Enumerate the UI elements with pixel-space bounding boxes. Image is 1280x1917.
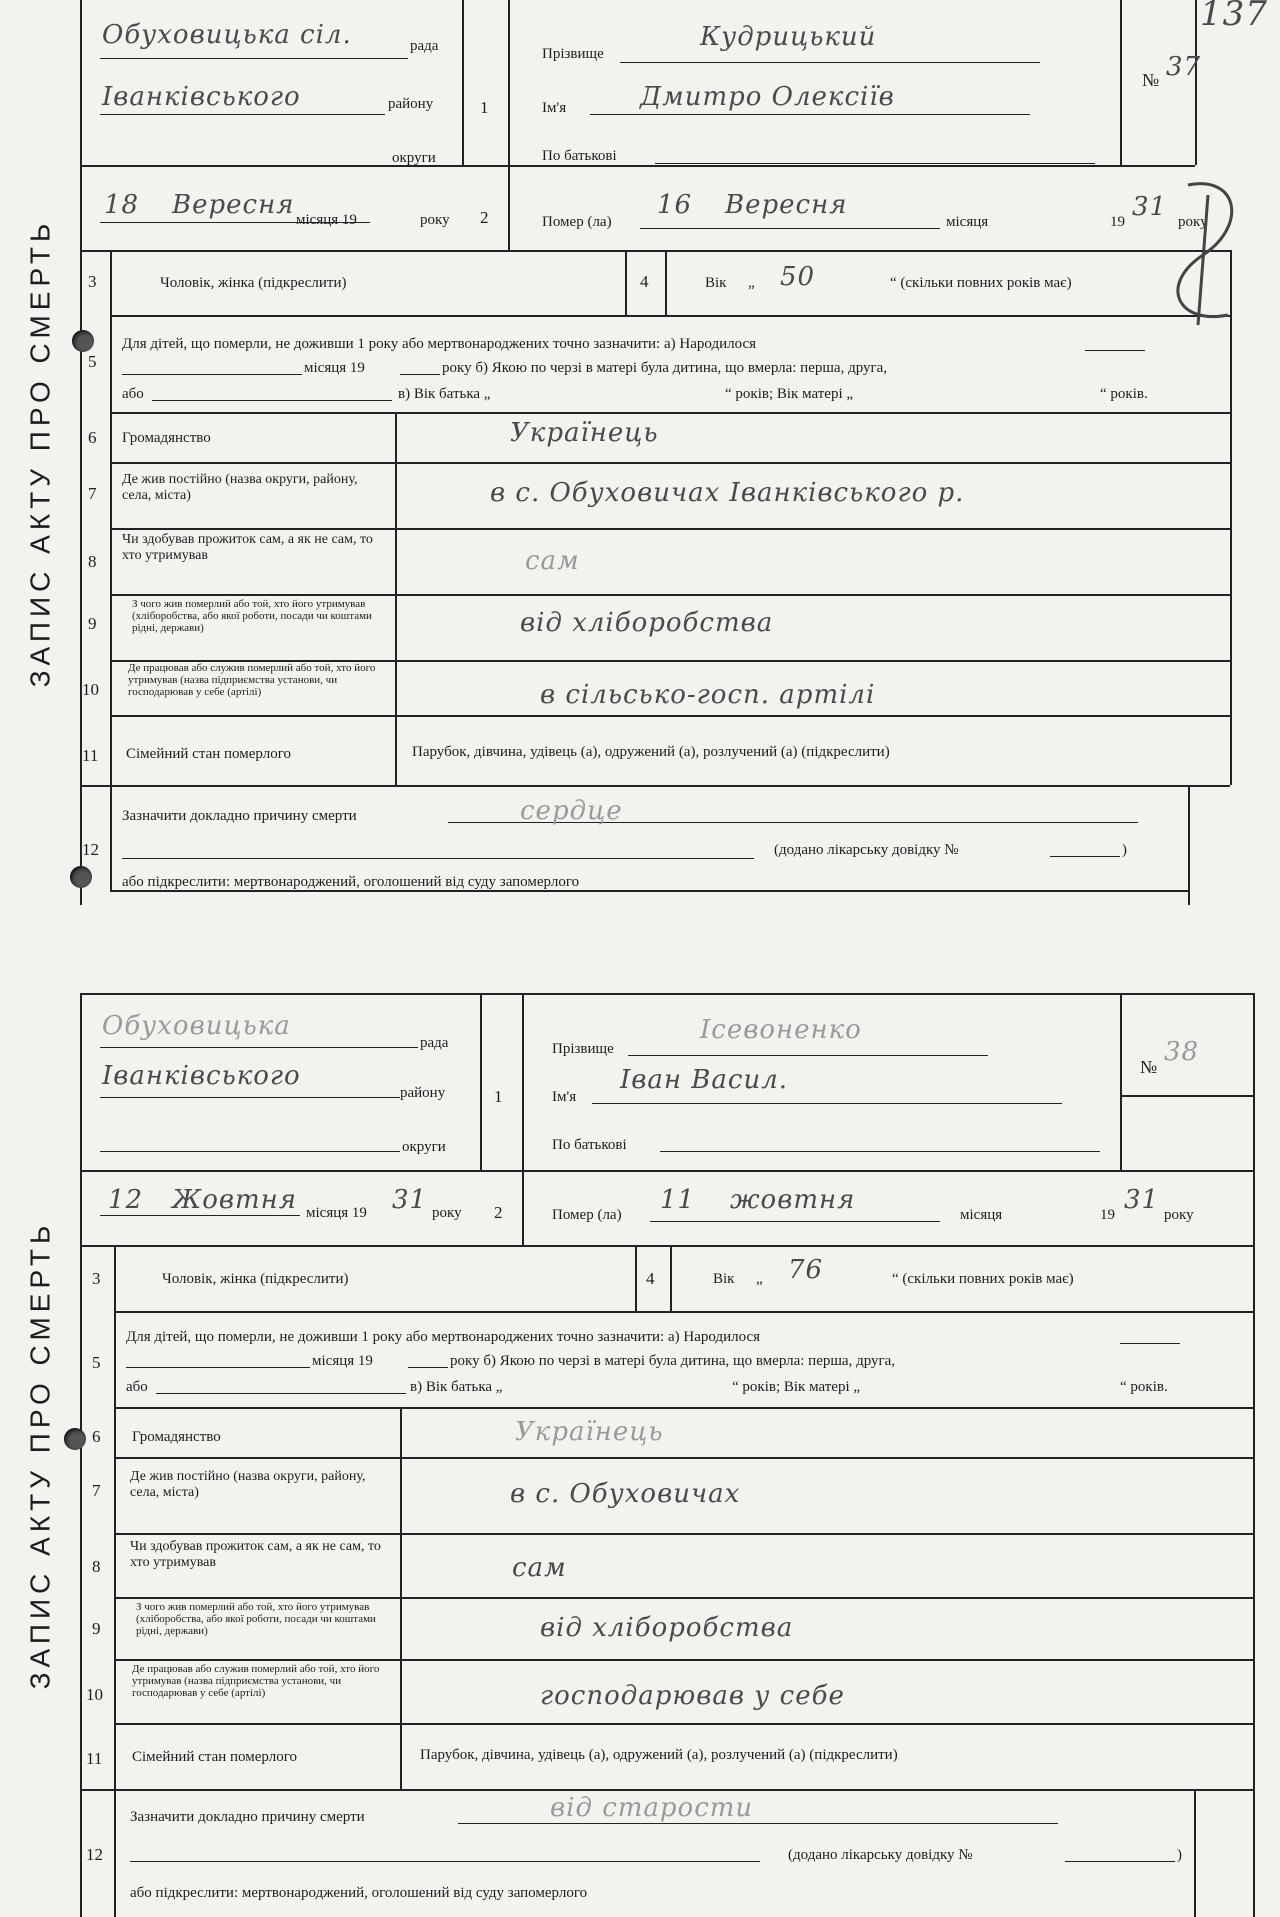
reg-day-value: 18: [104, 190, 140, 220]
card-frame: [80, 0, 1195, 905]
died-year-label: року: [1178, 214, 1208, 230]
reg-month-label: місяця 19: [306, 1205, 367, 1221]
row-number: 7: [92, 1481, 101, 1500]
death-day-value: 11: [660, 1185, 696, 1215]
income-source-value: від хліборобства: [540, 1613, 794, 1643]
row-number: 9: [88, 614, 97, 633]
workplace-label: Де працював або служив померлий або той, хто його утримував (назва підприємства установи, чи господарював у себе (артілі): [132, 1663, 380, 1699]
row-number: 2: [480, 208, 489, 227]
children-text-line3a: або: [126, 1379, 148, 1395]
row-number: 10: [82, 680, 99, 699]
row-number: 6: [92, 1427, 101, 1446]
name-value: Іван Васил.: [620, 1065, 789, 1095]
death-month-value: Вересня: [725, 190, 848, 220]
children-text-line2b: року б) Якою по черзі в матері була дитина, що вмерла: перша, друга,: [442, 360, 888, 376]
okruhy-label: округи: [392, 150, 436, 166]
raion-label: району: [400, 1085, 446, 1101]
doctor-note-label: (додано лікарську довідку №: [788, 1847, 973, 1863]
children-text-line3a: або: [122, 386, 144, 402]
death-record-card-1: ЗАПИС АКТУ ПРО СМЕРТЬ Обуховицька сіл. рада Іванківського району округи 1 Прізвище Кудрицький Ім'я Дмитро Олексіїв По батькові № 37 137 18 Вересня місяця 19 року 2 Помер (ла) 16 Вересня місяця 19 31 року 3 Чоловік, жінка (підкреслити) 4 Вік „ 50 “ (скільки повних років має) 5 Для дітей, що померли, не доживши 1 року або мертвонароджених точно зазначити: а) Народилося місяця 19 року б) Якою по черзі в матері була дитина, що вмерла: перша, друга, або в) Вік батька „ “ років; Вік матері „ “ років. 6 Громадянство Українець 7 Де жив постійно (назва округи, району, села, міста) в с. Обуховичах Іванківського р. 8 Чи здобував прожиток сам, а як не сам, то хто утримував сам 9 З чого жив померлий або той, хто його утримував (хліборобства, або якої роботи, посади чи коштами рідні, держави) від хліборобства 10 Де працював або служив померлий або той, хто його утримував (назва підприємства установи, чи господарював у себе (артілі) в сільсько-госп. артілі 11 Сімейний стан померлого Парубок, дівчина, удівець (а), одружений (а), розлучений (а) (підкреслити) 12 Зазначити докладно причину смерти сердце (додано лікарську довідку № ) або підкреслити: мертвонароджений, оголошений від суду запомерлого: [80, 0, 1255, 905]
record-number-label: №: [1140, 1057, 1158, 1077]
cause-label: Зазначити докладно причину смерти: [130, 1809, 365, 1825]
died-label: Помер (ла): [552, 1207, 622, 1223]
reg-month-value: Вересня: [172, 190, 295, 220]
row-number: 4: [640, 272, 649, 291]
died-year-prefix: 19: [1100, 1207, 1115, 1223]
reg-year-value: 31: [392, 1185, 428, 1215]
row-number: 6: [88, 428, 97, 447]
surname-value: Кудрицький: [700, 22, 877, 52]
rada-label: рада: [420, 1035, 449, 1051]
age-value: 50: [780, 262, 816, 292]
children-text-line3d: “ років.: [1100, 386, 1148, 402]
cause-value: сердце: [520, 796, 623, 826]
citizenship-value: Українець: [515, 1417, 664, 1447]
age-label: Вік: [705, 275, 727, 291]
punch-hole: [70, 866, 92, 888]
livelihood-label: Чи здобував прожиток сам, а як не сам, то хто утримував: [130, 1539, 381, 1570]
children-text-line3c: “ років; Вік матері „: [725, 386, 854, 402]
children-text-line1: Для дітей, що померли, не доживши 1 року або мертвонароджених точно зазначити: а) Народилося: [126, 1329, 761, 1345]
rada-label: рада: [410, 38, 439, 54]
livelihood-label: Чи здобував прожиток сам, а як не сам, то хто утримував: [122, 532, 373, 563]
reg-month-value: Жовтня: [172, 1185, 297, 1215]
stillborn-label: або підкреслити: мертвонароджений, оголошений від суду запомерлого: [122, 874, 580, 890]
row-number: 1: [480, 98, 489, 117]
row-number: 11: [86, 1749, 103, 1768]
workplace-value: в сільсько-госп. артілі: [540, 680, 876, 710]
side-title: ЗАПИС АКТУ ПРО СМЕРТЬ: [24, 218, 56, 687]
died-year-prefix: 19: [1110, 214, 1125, 230]
name-label: Ім'я: [542, 100, 567, 116]
row-number: 12: [82, 840, 99, 859]
punch-hole: [64, 1428, 86, 1450]
age-label: Вік: [713, 1271, 735, 1287]
punch-hole: [72, 330, 94, 352]
age-hint: “ (скільки повних років має): [890, 275, 1072, 291]
died-year-label: року: [1164, 1207, 1194, 1223]
children-text-line2b: року б) Якою по черзі в матері була дитина, що вмерла: перша, друга,: [450, 1353, 896, 1369]
record-number-value: 38: [1164, 1037, 1200, 1067]
death-year-value: 31: [1132, 192, 1168, 222]
surname-label: Прізвище: [542, 46, 604, 62]
died-month-label: місяця: [946, 214, 989, 230]
surname-label: Прізвище: [552, 1041, 614, 1057]
stillborn-label: або підкреслити: мертвонароджений, оголошений від суду запомерлого: [130, 1885, 588, 1901]
patronymic-label: По батькові: [542, 148, 617, 164]
cause-label: Зазначити докладно причину смерти: [122, 808, 357, 824]
marital-options: Парубок, дівчина, удівець (а), одружений (а), розлучений (а) (підкреслити): [412, 744, 890, 760]
death-year-value: 31: [1124, 1185, 1160, 1215]
row-number: 8: [88, 552, 97, 571]
side-title: ЗАПИС АКТУ ПРО СМЕРТЬ: [24, 1220, 56, 1690]
row-number: 11: [82, 746, 99, 765]
raion-value: Іванківського: [102, 1061, 301, 1091]
children-text-line3c: “ років; Вік матері „: [732, 1379, 861, 1395]
row-number: 9: [92, 1619, 101, 1638]
row-number: 3: [88, 272, 97, 291]
margin-scrawl: [1148, 175, 1258, 335]
death-record-card-2: ЗАПИС АКТУ ПРО СМЕРТЬ Обуховицька рада Іванківського району округи 1 Прізвище Ісевоненко Ім'я Іван Васил. По батькові № 38 12 Жовтня місяця 19 31 року 2 Помер (ла) 11 жовтня місяця 19 31 року 3 Чоловік, жінка (підкреслити) 4 Вік „ 76 “ (скільки повних років має) 5 Для дітей, що померли, не доживши 1 року або мертвонароджених точно зазначити: а) Народилося місяця 19 року б) Якою по черзі в матері була дитина, що вмерла: перша, друга, або в) Вік батька „ “ років; Вік матері „ “ років. 6 Громадянство Українець 7 Де жив постійно (назва округи, району, села, міста) в с. Обуховичах 8 Чи здобував прожиток сам, а як не сам, то хто утримував сам 9 З чого жив померлий або той, хто його утримував (хліборобства, або якої роботи, посади чи коштами рідні, держави) від хліборобства 10 Де працював або служив померлий або той, хто його утримував (назва підприємства установи, чи господарював у себе (артілі) господарював у себе 11 Сімейний стан померлого Парубок, дівчина, удівець (а), одружений (а), розлучений (а) (підкреслити) 12 Зазначити докладно причину смерти від старости (додано лікарську довідку № ) або підкреслити: мертвонароджений, оголошений від суду запомерлого: [80, 993, 1255, 1917]
workplace-label: Де працював або служив померлий або той, хто його утримував (назва підприємства установи, чи господарював у себе (артілі): [128, 662, 376, 698]
children-text-line2a: місяця 19: [304, 360, 365, 376]
residence-label: Де жив постійно (назва округи, району, села, міста): [122, 472, 358, 503]
reg-month-label: місяця 19: [296, 212, 357, 228]
surname-value: Ісевоненко: [700, 1015, 862, 1045]
livelihood-value: сам: [512, 1553, 567, 1583]
record-number-label: №: [1142, 70, 1160, 90]
income-source-label: З чого жив померлий або той, хто його утримував (хліборобства, або якої роботи, посади чи коштами рідні, держави): [132, 598, 372, 634]
row-number: 3: [92, 1269, 101, 1288]
sex-label: Чоловік, жінка (підкреслити): [160, 275, 347, 291]
rada-value: Обуховицька сіл.: [102, 20, 352, 50]
okruhy-label: округи: [402, 1139, 446, 1155]
reg-year-label: року: [432, 1205, 462, 1221]
marital-label: Сімейний стан померлого: [126, 746, 291, 762]
row-number: 12: [86, 1845, 103, 1864]
marital-options: Парубок, дівчина, удівець (а), одружений (а), розлучений (а) (підкреслити): [420, 1747, 898, 1763]
died-label: Помер (ла): [542, 214, 612, 230]
residence-label: Де жив постійно (назва округи, району, села, міста): [130, 1469, 366, 1500]
citizenship-label: Громадянство: [132, 1429, 221, 1445]
row-number: 2: [494, 1203, 503, 1222]
name-label: Ім'я: [552, 1089, 577, 1105]
row-number: 7: [88, 484, 97, 503]
record-number-value: 37: [1166, 52, 1202, 82]
workplace-value: господарював у себе: [540, 1681, 845, 1711]
doctor-note-label: (додано лікарську довідку №: [774, 842, 959, 858]
row-number: 5: [92, 1353, 101, 1372]
rada-value: Обуховицька: [102, 1011, 291, 1041]
age-hint: “ (скільки повних років має): [892, 1271, 1074, 1287]
sex-label: Чоловік, жінка (підкреслити): [162, 1271, 349, 1287]
row-number: 5: [88, 352, 97, 371]
death-day-value: 16: [657, 190, 693, 220]
corner-number: 137: [1200, 0, 1268, 34]
income-source-value: від хліборобства: [520, 608, 774, 638]
citizenship-label: Громадянство: [122, 430, 211, 446]
raion-value: Іванківського: [102, 82, 301, 112]
livelihood-value: сам: [525, 546, 580, 576]
children-text-line3b: в) Вік батька „: [410, 1379, 503, 1395]
income-source-label: З чого жив померлий або той, хто його утримував (хліборобства, або якої роботи, посади чи коштами рідні, держави): [136, 1601, 376, 1637]
row-number: 8: [92, 1557, 101, 1576]
patronymic-label: По батькові: [552, 1137, 627, 1153]
row-number: 1: [494, 1087, 503, 1106]
marital-label: Сімейний стан померлого: [132, 1749, 297, 1765]
died-month-label: місяця: [960, 1207, 1003, 1223]
reg-year-label: року: [420, 212, 450, 228]
age-value: 76: [788, 1255, 824, 1285]
cause-value: від старости: [550, 1793, 754, 1823]
row-number: 10: [86, 1685, 103, 1704]
children-text-line1: Для дітей, що померли, не доживши 1 року або мертвонароджених точно зазначити: а) Народилося: [122, 336, 757, 352]
residence-value: в с. Обуховичах Іванківського р.: [490, 478, 965, 508]
reg-day-value: 12: [108, 1185, 144, 1215]
raion-label: району: [388, 96, 434, 112]
children-text-line3b: в) Вік батька „: [398, 386, 491, 402]
children-text-line3d: “ років.: [1120, 1379, 1168, 1395]
death-month-value: жовтня: [730, 1185, 856, 1215]
children-text-line2a: місяця 19: [312, 1353, 373, 1369]
residence-value: в с. Обуховичах: [510, 1479, 741, 1509]
row-number: 4: [646, 1269, 655, 1288]
citizenship-value: Українець: [510, 418, 659, 448]
name-value: Дмитро Олексіїв: [640, 82, 895, 112]
